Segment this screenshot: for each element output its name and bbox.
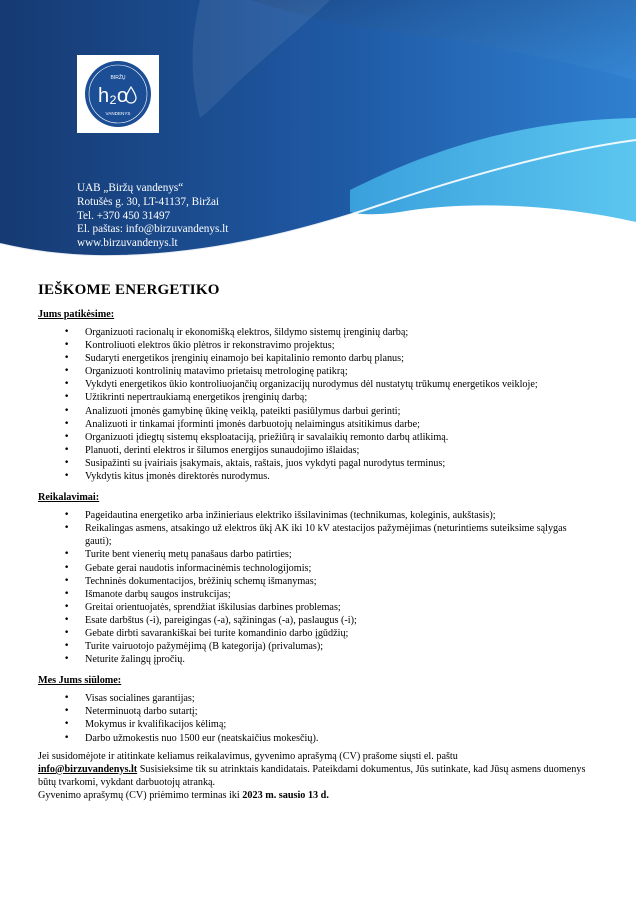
company-info bbox=[77, 182, 228, 251]
section-requirements bbox=[38, 491, 598, 666]
list-item: • Mokymus ir kvalifikacijos kėlimą; bbox=[38, 718, 598, 731]
page-title: IEŠKOME ENERGETIKO bbox=[38, 282, 220, 298]
closing-text-2: Susisieksime tik su atrinktais kandidatais. Pateikdami dokumentus, Jūs sutinkate, kad Jūsų asmens duomenys būtų tvarkomi, vykdant darbuotojų atranką. bbox=[38, 763, 586, 788]
section-responsibilities bbox=[38, 308, 598, 483]
list-item: • Užtikrinti nepertraukiamą energetikos įrenginių darbą; bbox=[38, 391, 598, 404]
list-item: • Neterminuotą darbo sutartį; bbox=[38, 705, 598, 718]
company-email: El. paštas: info@birzuvandenys.lt bbox=[77, 223, 229, 236]
list-item: • Esate darbštus (-i), pareigingas (-a), sąžiningas (-a), paslaugus (-i); bbox=[38, 614, 598, 627]
logo-top-text: BIRŽŲ bbox=[110, 75, 126, 81]
company-address: Rotušės g. 30, LT-41137, Biržai bbox=[77, 195, 220, 208]
list-item: • Organizuoti įdiegtų sistemų eksploataciją, priežiūrą ir savalaikių remonto darbų atlikimą. bbox=[38, 431, 598, 444]
list-item: • Kontroliuoti elektros ūkio plėtros ir rekonstravimo projektus; bbox=[38, 339, 598, 352]
list-item: • Išmanote darbų saugos instrukcijas; bbox=[38, 588, 598, 601]
list-item: • Turite bent vienerių metų panašaus darbo patirties; bbox=[38, 548, 598, 561]
list-item: • Analizuoti ir tinkamai įforminti įmonės darbuotojų nelaimingus atsitikimus darbe; bbox=[38, 418, 598, 431]
list-item: • Susipažinti su įvairiais įsakymais, aktais, raštais, juos vykdyti pagal nurodytus terminus; bbox=[38, 457, 598, 470]
requirements-list bbox=[38, 509, 598, 666]
list-item: • Planuoti, derinti elektros ir šilumos energijos sunaudojimo išlaidas; bbox=[38, 444, 598, 457]
list-item: • Reikalingas asmens, atsakingo už elektros ūkį AK iki 10 kV atestacijos pažymėjimas (neturintiems suteiksime sąlygas gauti); bbox=[38, 522, 598, 548]
logo-bottom-text: VANDENYS bbox=[105, 111, 131, 116]
closing-paragraph bbox=[38, 750, 598, 802]
list-item: • Organizuoti kontrolinių matavimo prietaisų metrologinę patikrą; bbox=[38, 365, 598, 378]
offer-list bbox=[38, 692, 598, 744]
list-item: • Visas socialines garantijas; bbox=[38, 692, 598, 705]
company-logo bbox=[77, 55, 159, 133]
company-name: UAB „Biržų vandenys“ bbox=[77, 182, 184, 194]
list-item: • Vykdytis kitus įmonės direktorės nurodymus. bbox=[38, 470, 598, 483]
list-item: • Vykdyti energetikos ūkio kontroliuojančių organizacijų nurodymus dėl nustatytų trūkumų energetikos veikloje; bbox=[38, 378, 598, 391]
page-header bbox=[0, 0, 636, 270]
company-website: www.birzuvandenys.lt bbox=[77, 237, 178, 250]
list-item: • Greitai orientuojatės, sprendžiat iškilusias darbines problemas; bbox=[38, 601, 598, 614]
list-item: • Neturite žalingų įpročių. bbox=[38, 653, 598, 666]
list-item: • Techninės dokumentacijos, brėžinių schemų išmanymas; bbox=[38, 575, 598, 588]
list-item: • Organizuoti racionalų ir ekonomišką elektros, šildymo sistemų įrenginių darbą; bbox=[38, 326, 598, 339]
responsibilities-list bbox=[38, 326, 598, 483]
list-item: • Gebate dirbti savarankiškai bei turite komandinio darbo įgūdžių; bbox=[38, 627, 598, 640]
closing-text: Jei susidomėjote ir atitinkate keliamus reikalavimus, gyvenimo aprašymą (CV) prašome siųsti el. paštu bbox=[38, 750, 458, 762]
list-item: • Analizuoti įmonės gamybinę ūkinę veiklą, pateikti pasiūlymus darbui gerinti; bbox=[38, 405, 598, 418]
list-item: • Darbo užmokestis nuo 1500 eur (neatskaičius mokesčių). bbox=[38, 732, 598, 745]
contact-email-link[interactable]: info@birzuvandenys.lt bbox=[38, 763, 138, 775]
deadline-date: 2023 m. sausio 13 d. bbox=[242, 789, 329, 801]
list-item: • Pageidautina energetiko arba inžinieriaus elektriko išsilavinimas (technikumas, koleginis, aukštasis); bbox=[38, 509, 598, 522]
section-title: Jums patikėsime: bbox=[38, 309, 115, 320]
deadline-text: Gyvenimo aprašymų (CV) priėmimo terminas iki bbox=[38, 789, 243, 801]
list-item: • Turite vairuotojo pažymėjimą (B kategorija) (privalumas); bbox=[38, 640, 598, 653]
section-offer bbox=[38, 674, 598, 744]
section-title: Reikalavimai: bbox=[38, 492, 100, 504]
document-body bbox=[38, 280, 598, 802]
list-item: • Sudaryti energetikos įrenginių einamojo bei kapitalinio remonto darbų planus; bbox=[38, 352, 598, 365]
list-item: • Gebate gerai naudotis informacinėmis technologijomis; bbox=[38, 562, 598, 575]
section-title: Mes Jums siūlome: bbox=[38, 675, 122, 687]
logo-symbol: h₂o bbox=[97, 85, 129, 107]
company-phone: Tel. +370 450 31497 bbox=[77, 209, 171, 222]
